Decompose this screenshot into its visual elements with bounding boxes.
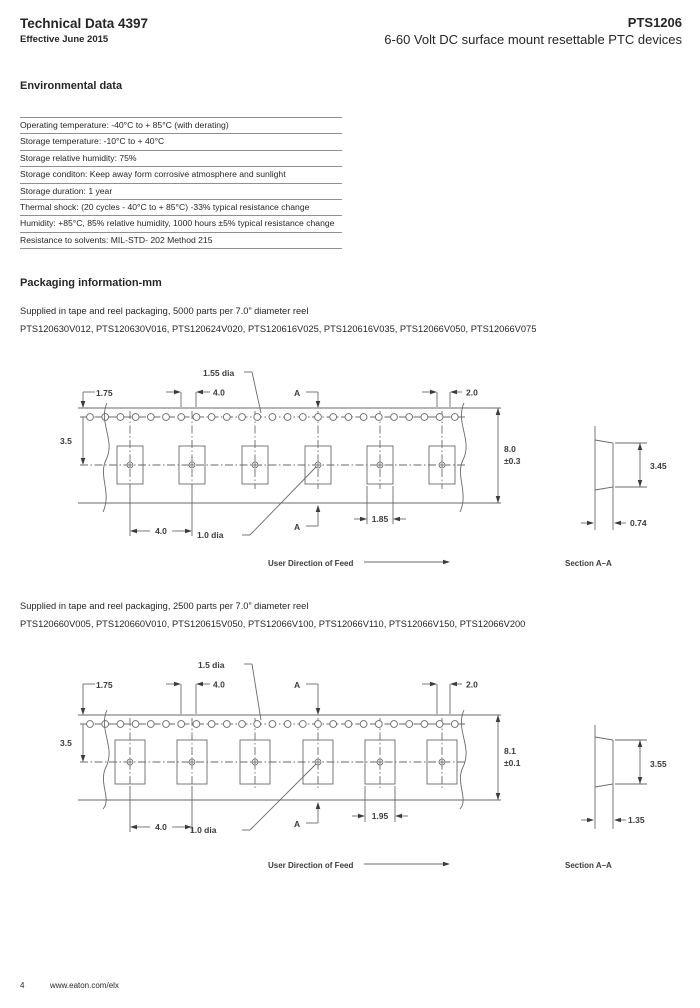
dim-edge-to-hole: 1.75 [96,388,113,398]
dim-pocket-width: 1.85 [371,514,389,524]
website-url: www.eaton.com/elx [50,981,119,990]
doc-effective-date: Effective June 2015 [20,34,109,45]
environmental-heading: Environmental data [20,80,123,92]
tape-reel-diagram-2 [0,652,700,882]
table-row: Operating temperature: -40°C to + 85°C (with derating) [20,118,342,134]
dim-pocket-width: 1.95 [371,811,389,821]
page-number: 4 [20,981,25,990]
dim-pocket-pitch: 4.0 [155,822,167,832]
dim-pocket-length: 3.45 [650,461,667,471]
table-row: Thermal shock: (20 cycles - 40°C to + 85°C) -33% typical resistance change [20,200,342,216]
product-description: 6-60 Volt DC surface mount resettable PTC devices [384,32,682,47]
section-label: Section A–A [565,559,612,568]
reel-intro: Supplied in tape and reel packaging, 2500 parts per 7.0” diameter reel [20,601,309,611]
dim-hole-to-pocket: 3.5 [60,738,72,748]
section-marker-bottom: A [294,522,301,532]
table-row: Storage conditon: Keep away form corrosive atmosphere and sunlight [20,167,342,183]
product-code: PTS1206 [627,15,682,30]
reel-intro: Supplied in tape and reel packaging, 5000 parts per 7.0” diameter reel [20,306,309,316]
header-right [384,15,682,47]
table-row: Storage duration: 1 year [20,184,342,200]
dim-lateral-offset: 2.0 [466,387,478,398]
tape-drawing-geometry [78,664,647,866]
doc-title: Technical Data 4397 [20,16,149,31]
dim-pocket-length: 3.55 [650,759,667,769]
dim-center-hole: 1.0 dia [190,825,217,835]
feed-direction-label: User Direction of Feed [268,559,354,568]
section-label: Section A–A [565,861,612,870]
tape-reel-diagram-1 [0,360,700,575]
section-marker-bottom: A [294,819,301,829]
section-marker-top: A [294,388,301,398]
dim-lateral-offset: 2.0 [466,679,478,690]
table-row: Storage temperature: -10°C to + 40°C [20,134,342,150]
dim-edge-to-hole: 1.75 [96,680,113,690]
header-left [20,16,148,45]
table-row: Resistance to solvents: MIL-STD- 202 Method 215 [20,233,342,249]
dim-tape-width-tolerance: ±0.3 [504,456,521,466]
dim-pocket-depth: 1.35 [628,815,645,825]
packaging-section-1 [20,302,536,338]
dim-hole-pitch: 4.0 [213,679,225,690]
feed-direction-label: User Direction of Feed [268,861,354,870]
part-numbers: PTS120660V005, PTS120660V010, PTS120615V050, PTS12066V100, PTS12066V110, PTS12066V150, PTS12066V200 [20,619,526,629]
table-row: Storage relative humidity: 75% [20,151,342,167]
dim-tape-width: 8.1 [504,746,516,756]
dim-tape-width: 8.0 [504,444,516,454]
dim-center-hole: 1.0 dia [197,530,224,540]
dim-pocket-pitch: 4.0 [155,526,167,536]
environmental-table [20,117,342,249]
section-marker-top: A [294,680,301,690]
dim-hole-diameter: 1.55 dia [203,368,235,378]
dim-hole-to-pocket: 3.5 [60,436,72,446]
dim-hole-pitch: 4.0 [213,387,225,398]
dim-tape-width-tolerance: ±0.1 [504,758,521,768]
packaging-heading: Packaging information-mm [20,277,162,289]
table-row: Humidity: +85°C, 85% relative humidity, 1000 hours ±5% typical resistance change [20,216,342,232]
dim-pocket-depth: 0.74 [630,518,647,528]
packaging-section-2 [20,597,525,633]
part-numbers: PTS120630V012, PTS120630V016, PTS120624V020, PTS120616V025, PTS120616V035, PTS12066V050, PTS12066V075 [20,324,537,334]
dim-hole-diameter: 1.5 dia [198,660,225,670]
